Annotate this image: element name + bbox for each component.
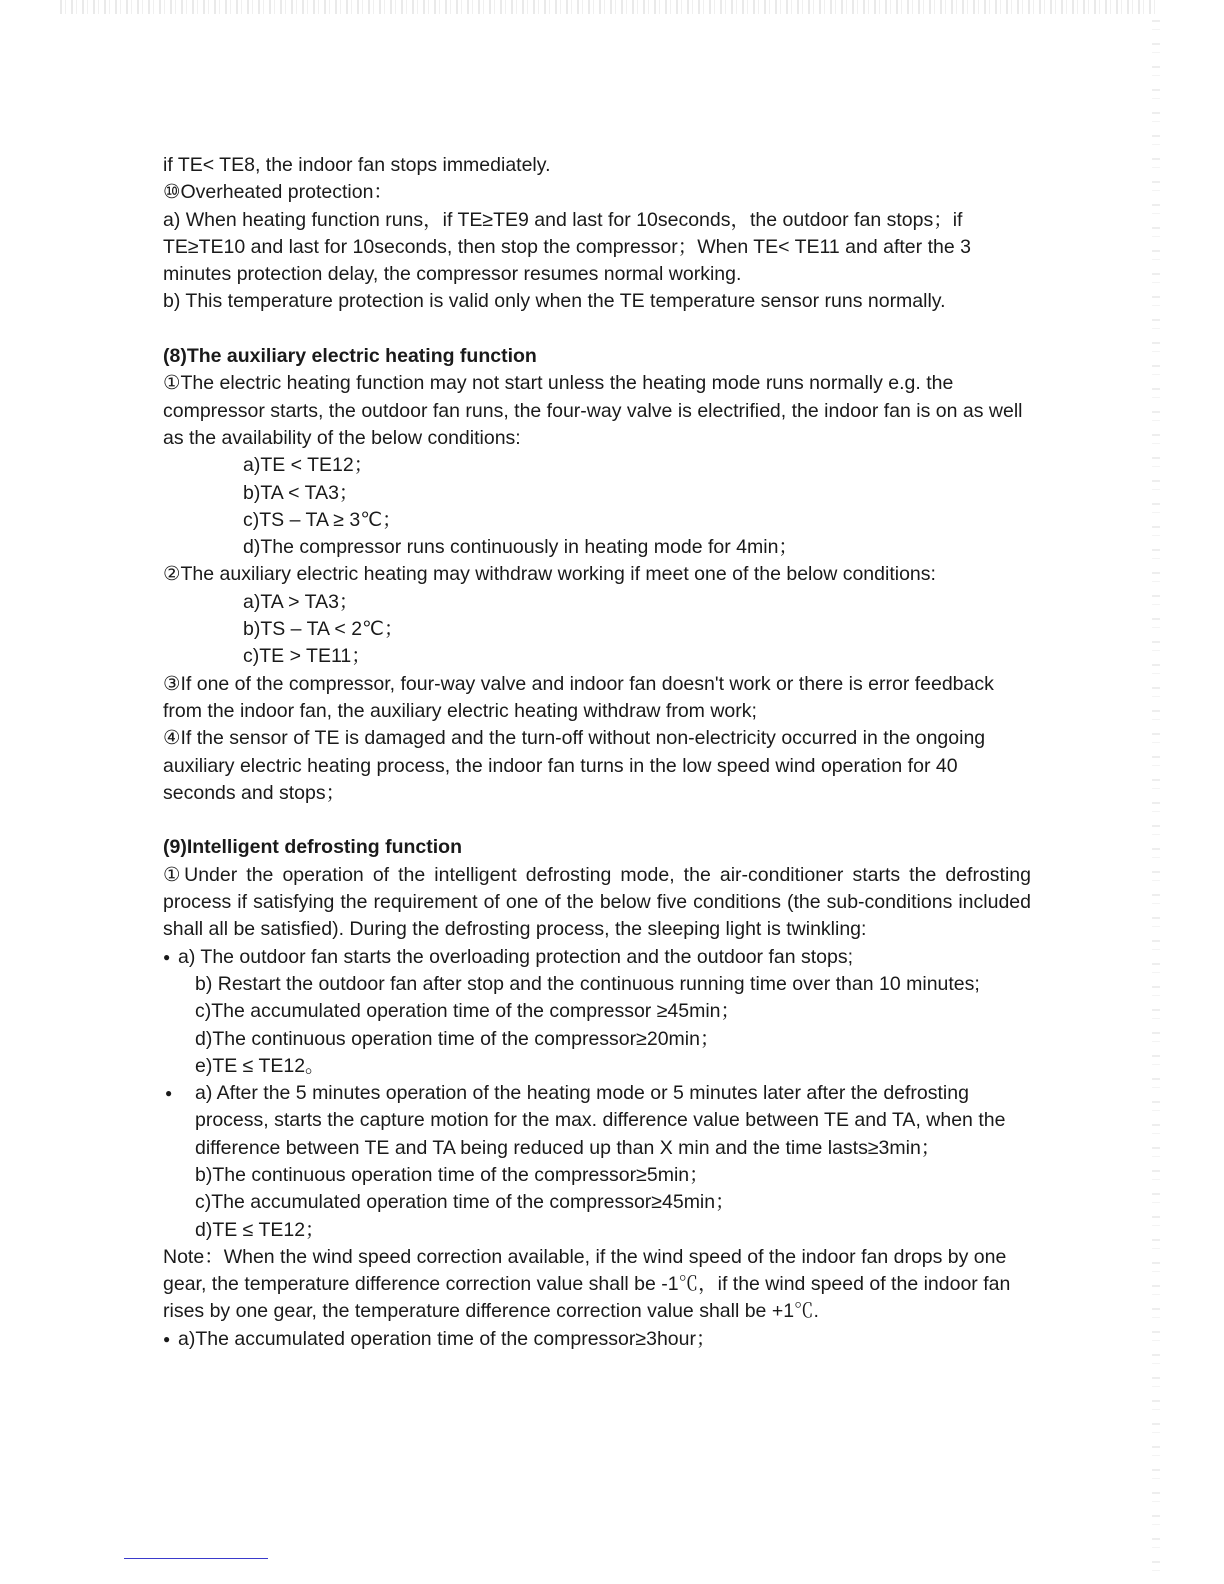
- condition-item: b) Restart the outdoor fan after stop and the continuous running time over than 10 minutes;: [195, 972, 980, 995]
- subsection-overheated-protection: ⑩Overheated protection：: [163, 181, 393, 204]
- condition-item: e)TE ≤ TE12。: [195, 1054, 325, 1077]
- condition-item: b)TS – TA < 2℃；: [243, 618, 404, 641]
- bullet-text: a)The accumulated operation time of the compressor≥3hour；: [178, 1327, 716, 1350]
- bullet-text: a) The outdoor fan starts the overloading protection and the outdoor fan stops;: [178, 945, 853, 968]
- footnote-rule: [124, 1558, 268, 1559]
- bullet-item: [163, 944, 1031, 971]
- paragraph: a) When heating function runs，if TE≥TE9 and last for 10seconds，the outdoor fan stops；if TE≥TE10 and last for 10seconds, then stop the compressor；When TE< TE11 and after the 3 minutes protection delay, the compressor resumes normal working.: [163, 208, 971, 286]
- bullet-icon: ●: [163, 949, 171, 964]
- condition-item: d)The continuous operation time of the compressor≥20min；: [195, 1027, 720, 1050]
- condition-item: d)TE ≤ TE12；: [195, 1218, 325, 1241]
- condition-item: a)TE < TE12；: [243, 454, 374, 477]
- condition-item: c)The accumulated operation time of the compressor≥45min；: [195, 1191, 735, 1214]
- paragraph: ②The auxiliary electric heating may withdraw working if meet one of the below conditions:: [163, 563, 936, 586]
- bullet-icon: ●: [165, 1086, 173, 1101]
- paragraph: if TE< TE8, the indoor fan stops immediately.: [163, 154, 551, 176]
- scan-artifact-right: [1152, 20, 1160, 1584]
- paragraph: ④If the sensor of TE is damaged and the turn-off without non-electricity occurred in the ongoing auxiliary electric heating process, the indoor fan turns in the low speed wind operation for 40 seconds and stops；: [163, 727, 986, 804]
- condition-item: b)The continuous operation time of the compressor≥5min；: [195, 1163, 709, 1186]
- paragraph: ①The electric heating function may not start unless the heating mode runs normally e.g. the compressor starts, the outdoor fan runs, the four-way valve is electrified, the indoor fan is on as well as the availability of the below conditions:: [163, 372, 1023, 449]
- bullet-icon: ●: [163, 1331, 171, 1346]
- condition-item: d)The compressor runs continuously in heating mode for 4min；: [243, 536, 798, 559]
- section-heading-9: (9)Intelligent defrosting function: [163, 836, 462, 859]
- spacer: [163, 316, 1031, 343]
- bullet-item: [163, 1080, 1031, 1162]
- spacer: [163, 807, 1031, 834]
- paragraph: ③If one of the compressor, four-way valve and indoor fan doesn't work or there is error feedback from the indoor fan, the auxiliary electric heating withdraw from work;: [163, 672, 994, 722]
- paragraph: b) This temperature protection is valid only when the TE temperature sensor runs normally.: [163, 290, 946, 313]
- condition-item: a)TA > TA3；: [243, 590, 359, 613]
- note-paragraph: Note：When the wind speed correction available, if the wind speed of the indoor fan drops by one gear, the temperature difference correction value shall be -1℃，if the wind speed of the indoor fan rises by one gear, the temperature difference correction value shall be +1℃.: [163, 1245, 1011, 1323]
- paragraph: ①Under the operation of the intelligent defrosting mode, the air-conditioner starts the defrosting process if satisfying the requirement of one of the below five conditions (the sub-conditions included shall all be satisfied). During the defrosting process, the sleeping light is twinkling:: [163, 863, 1031, 941]
- condition-item: c)TS – TA ≥ 3℃；: [243, 508, 402, 531]
- bullet-item: [163, 1326, 1031, 1353]
- bullet-text: a) After the 5 minutes operation of the heating mode or 5 minutes later after the defrosting process, starts the capture motion for the max. difference value between TE and TA, when the difference between TE and TA being reduced up than X min and the time lasts≥3min；: [195, 1082, 1006, 1159]
- condition-item: c)TE > TE11；: [243, 645, 371, 668]
- condition-item: c)The accumulated operation time of the compressor ≥45min；: [195, 1000, 741, 1023]
- section-heading-8: (8)The auxiliary electric heating function: [163, 345, 537, 368]
- scan-artifact-top: [60, 0, 1160, 14]
- document-body: [163, 152, 1031, 1353]
- condition-item: b)TA < TA3；: [243, 481, 359, 504]
